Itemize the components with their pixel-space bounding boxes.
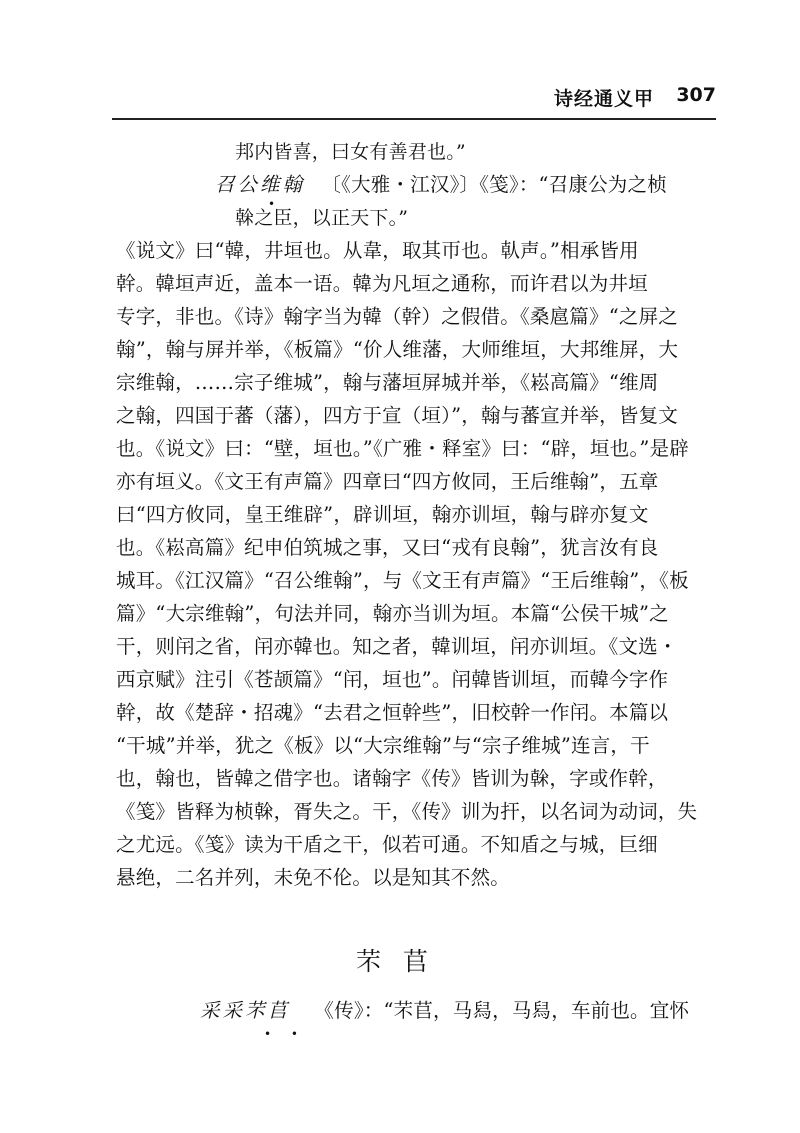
body-line: 也。《说文》曰：“壁，垣也。”《广雅・释室》曰：“辟，垣也。”是辟 <box>116 437 689 460</box>
body-line: 悬绝，二名并列，未免不伦。以是知其不然。 <box>116 866 511 889</box>
body-line: 干，则闬之省，闬亦韓也。知之者，韓训垣，闬亦训垣。《文选・ <box>116 635 678 658</box>
entry-text: 〔《大雅・江汉》〕《笺》：“召康公为之桢 <box>321 173 667 196</box>
body-line: 篇》“大宗维翰”，句法并同，翰亦当训为垣。本篇“公侯干城”之 <box>116 602 669 625</box>
entry-line <box>215 172 667 198</box>
section-title: 芣苢 <box>356 947 451 976</box>
body-line: 宗维翰，……宗子维城”，翰与藩垣屏城并举，《崧高篇》“维周 <box>116 371 659 394</box>
emphasis-dot: • <box>268 197 276 211</box>
page-header <box>112 78 716 118</box>
emphasis-dots: • • <box>264 1027 306 1041</box>
body-line: 城耳。《江汉篇》“召公维翰”，与《文王有声篇》“王后维翰”，《板 <box>116 569 689 592</box>
page-number: 307 <box>676 84 716 106</box>
quote-line-3: 榦之臣，以正天下。” <box>235 207 409 229</box>
body-line: 专字，非也。《诗》翰字当为韓（幹）之假借。《桑扈篇》“之屏之 <box>116 305 678 328</box>
body-line: 也。《崧高篇》纪申伯筑城之事，又曰“戎有良翰”，犹言汝有良 <box>116 536 659 559</box>
running-title: 诗经通义甲 <box>553 88 654 110</box>
body-line: “干城”并举，犹之《板》以“大宗维翰”与“宗子维城”连言，干 <box>116 734 650 757</box>
body-line: 曰“四方攸同，皇王维辟”，辟训垣，翰亦训垣，翰与辟亦复文 <box>116 503 649 526</box>
final-entry-term: 采采芣苢 <box>200 999 291 1022</box>
body-line: 幹，故《楚辞・招魂》“去君之恒幹些”，旧校幹一作闬。本篇以 <box>116 701 669 724</box>
body-line: 《笺》皆释为桢榦，胥失之。干，《传》训为扞，以名词为动词，失 <box>116 800 698 823</box>
body-line: 幹。韓垣声近，盖本一语。韓为凡垣之通称，而许君以为井垣 <box>116 272 648 295</box>
body-line: 翰”，翰与屏并举，《板篇》“价人维藩，大师维垣，大邦维屏，大 <box>116 338 679 361</box>
body-line: 之翰，四国于蕃（藩），四方于宣（垣）”，翰与蕃宣并举，皆复文 <box>116 404 678 427</box>
entry-term: 召公维翰 <box>215 173 306 196</box>
body-line: 《说文》曰“韓，井垣也。从韋，取其帀也。倝声。”相承皆用 <box>116 239 639 262</box>
body-line: 之尤远。《笺》读为干盾之干，似若可通。不知盾之与城，巨细 <box>116 833 658 856</box>
final-entry-text: 《传》：“芣苢，马舄，马舄，车前也。宜怀 <box>314 999 690 1022</box>
final-entry-line <box>200 998 689 1024</box>
header-rule <box>112 118 716 120</box>
body-line: 西京赋》注引《苍颉篇》“闬，垣也”。闬韓皆训垣，而韓今字作 <box>116 668 669 691</box>
quote-line-1: 邦内皆喜，曰女有善君也。” <box>235 141 466 163</box>
body-line: 也，翰也，皆韓之借字也。诸翰字《传》皆训为榦，字或作幹， <box>116 767 668 790</box>
body-line: 亦有垣义。《文王有声篇》四章曰“四方攸同，王后维翰”，五章 <box>116 470 659 493</box>
